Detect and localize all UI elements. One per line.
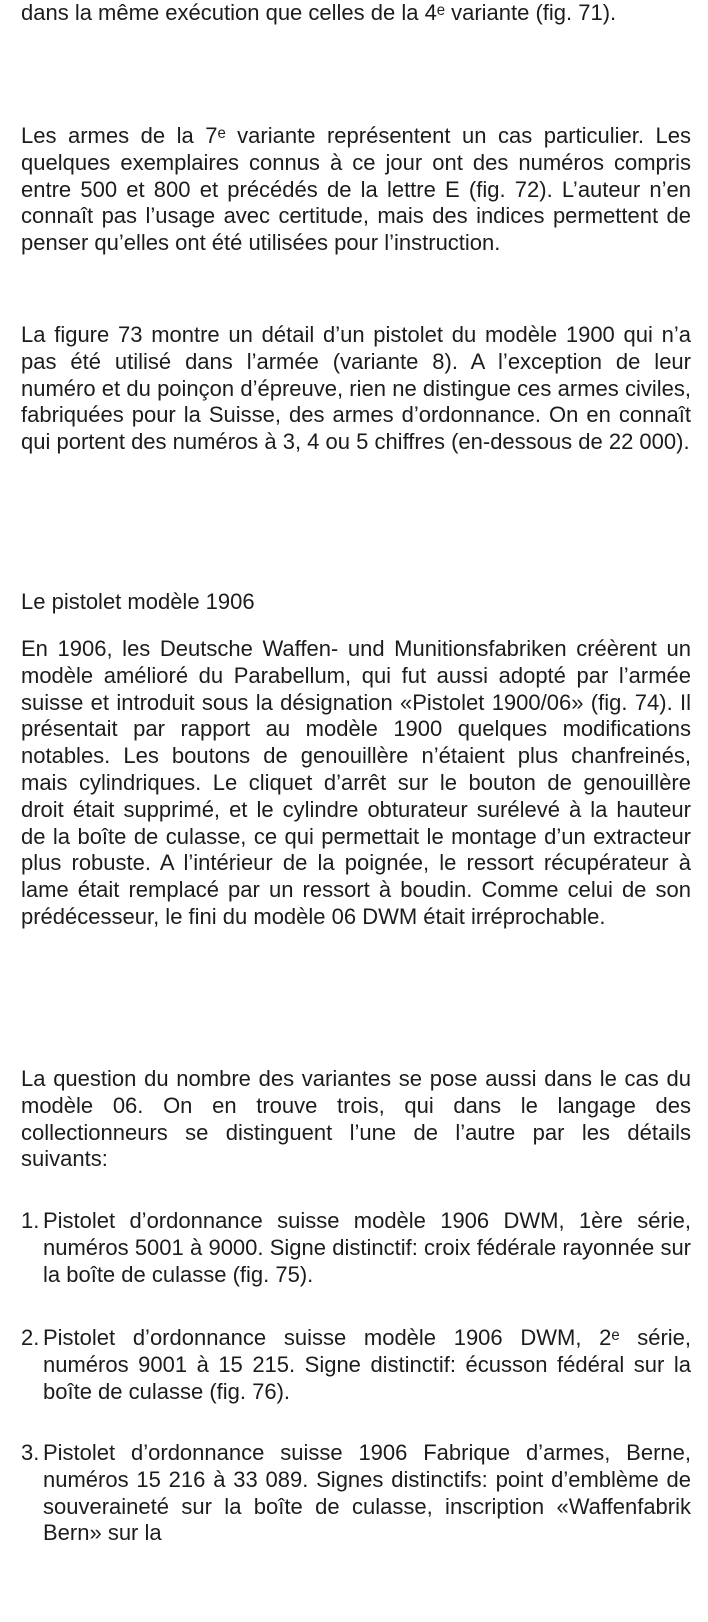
list-item xyxy=(21,1208,691,1288)
list-item-number: 2. xyxy=(21,1325,40,1350)
list-item-text: Pistolet d’ordonnance suisse 1906 Fabrique d’armes, Berne, numéros 15 216 à 33 089. Signes distinctifs: point d’emblème de souveraineté sur la boîte de culasse, inscription «Waffenfabrik Bern» sur la xyxy=(43,1440,691,1546)
paragraph-variante-7: Les armes de la 7ᵉ variante représentent un cas particulier. Les quelques exemplaires connus à ce jour ont des numéros compris entre 500 et 800 et précédés de la lettre E (fig. 72). L’auteur n’en connaît pas l’usage avec certitude, mais des indices permettent de penser qu’elles ont été utilisées pour l’instruction. xyxy=(21,123,691,256)
paragraph-continuation: dans la même exécution que celles de la 4ᵉ variante (fig. 71). xyxy=(21,0,617,25)
list-item xyxy=(21,1440,691,1547)
section-heading: Le pistolet modèle 1906 xyxy=(21,589,255,614)
list-item xyxy=(21,1325,691,1405)
paragraph-figure-73: La figure 73 montre un détail d’un pistolet du modèle 1900 qui n’a pas été utilisé dans l’armée (variante 8). A l’exception de leur numéro et du poinçon d’épreuve, rien ne distingue ces armes civiles, fabriquées pour la Suisse, des armes d’ordonnance. On en connaît qui portent des numéros à 3, 4 ou 5 chiffres (en-dessous de 22 000). xyxy=(21,322,691,455)
list-item-number: 3. xyxy=(21,1440,40,1465)
paragraph-modele-1906: En 1906, les Deutsche Waffen- und Munitionsfabriken créèrent un modèle amélioré du Parabellum, qui fut aussi adopté par l’armée suisse et introduit sous la désignation «Pistolet 1900/06» (fig. 74). Il présentait par rapport au modèle 1900 quelques modifications notables. Les boutons de genouillère n’étaient plus chanfreinés, mais cylindriques. Le cliquet d’arrêt sur le bouton de genouillère droit était supprimé, et le cylindre obturateur surélevé à la hauteur de la boîte de culasse, ce qui permettait le montage d’un extracteur plus robuste. A l’intérieur de la poignée, le ressort récupérateur à lame était remplacé par un ressort à boudin. Comme celui de son prédécesseur, le fini du modèle 06 DWM était irréprochable. xyxy=(21,636,691,929)
list-item-text: Pistolet d’ordonnance suisse modèle 1906 DWM, 2ᵉ série, numéros 9001 à 15 215. Signe distinctif: écusson fédéral sur la boîte de culasse (fig. 76). xyxy=(43,1325,691,1404)
paragraph-variantes: La question du nombre des variantes se pose aussi dans le cas du modèle 06. On en trouve trois, qui dans le langage des collectionneurs se distinguent l’une de l’autre par les détails suivants: xyxy=(21,1066,691,1172)
list-item-text: Pistolet d’ordonnance suisse modèle 1906 DWM, 1ère série, numéros 5001 à 9000. Signe distinctif: croix fédérale rayonnée sur la boîte de culasse (fig. 75). xyxy=(43,1208,691,1287)
list-item-number: 1. xyxy=(21,1208,40,1233)
